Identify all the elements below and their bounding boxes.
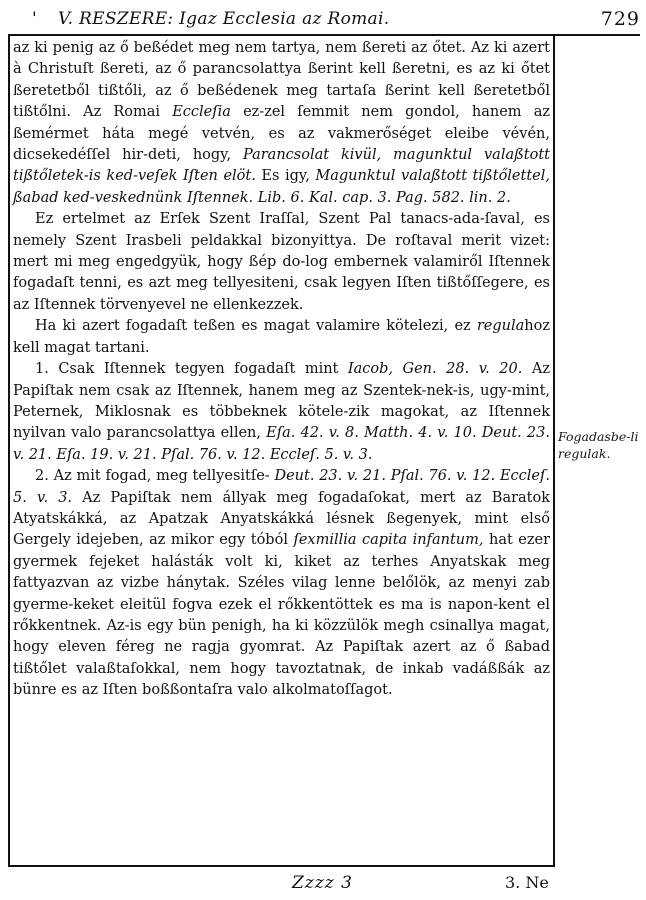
frame-rule-top	[8, 34, 640, 36]
text-run: az ki penig az ő beßédet meg nem tartya, nem ßereti az őtet. Az ki azert à Christuſt ßereti, az ő parancsolattya ßerint kell ßeretni, es az ki őtet ßeretetből tißtőli, az ő beßédenek meg tartaſa ßerint kell ßeretetből tißtőlni. Az Romai	[13, 40, 550, 121]
italic-run: Eſa. 42. v. 8. Matth. 4. v. 10. Deut. 23. v. 21. Eſa. 19. v. 21. Pſal. 76. v. 12. Eccleſ. 5. v. 3.	[13, 425, 550, 463]
italic-run: Magunktul valaßtott tißtőlettel, ßabad ked-veskednünk Iſtennek. Lib. 6. Kal. cap. 3. Pag. 582. lin. 2.	[13, 168, 550, 206]
numbered-paragraph	[13, 359, 550, 466]
catchword: 3. Ne	[505, 873, 549, 892]
running-head-title: V. RESZERE: Igaz Ecclesia az Romai.	[58, 9, 390, 29]
italic-run: Eccleſia	[172, 104, 231, 121]
text-run: Az Papiſtak nem állyak meg fogadaſokat, mert az Baratok Atyatskákká, az Apatzak Anyatskákká lésnek ßegenyek, mint első Gergely idejeben, az mikor egy tóból	[13, 489, 551, 549]
main-text-block	[13, 38, 550, 702]
text-run: hat ezer gyermek fejeket halásták volt ki, kiket az terhes Anyatskak meg fattyazvan az vizbe hánytak. Széles vilag lenne belőlök, az menyi zab gyerme-keket eleitül fogva ezek el rőkkentöttek es ma is napon-kent el rőkkentnek. Az-is egy bün penigh, ha ki közzülök megh csinallya magat, hogy eleven féreg ne ragja gyomrat. Az Papiſtak azert az ő ßabad tißtőlet valaßtaſokkal, nem hogy tavoztatnak, de inkab vadáßßák az bünre es az Iſten boßßontaſra valo alkolmatoſſagot.	[13, 532, 551, 699]
italic-run: ſexmillia capita infantum,	[293, 532, 484, 549]
paragraph	[13, 38, 550, 209]
text-run: Ha ki azert fogadaſt teßen es magat valamire kötelezi, ez	[35, 318, 477, 335]
text-run: ez-zel ſemmit nem gondol, hanem az ßemérmet háta megé vetvén, es az vakmerőséget eleibe vévén, dicsekedéſſel hir-deti, hogy,	[13, 104, 551, 164]
numbered-paragraph	[13, 466, 550, 701]
text-run: 1. Csak Iſtennek tegyen fogadaſt mint	[35, 361, 348, 378]
signature-mark: Zzzz 3	[292, 873, 353, 893]
running-head	[30, 4, 640, 34]
paragraph	[13, 316, 550, 359]
marginal-note: Fogadasbe-li regulak.	[558, 429, 639, 461]
text-run: Ez ertelmet az Erſek Szent Iraſſal, Szent Pal tanacs-ada-ſaval, es nemely Szent Irasbeli peldakkal bizonyittya. De roſtaval merit vizet: mert mi meg engedgyük, hogy ßép do-log embernek valamiről Iſtennek fogadaſt tenni, es azt meg tellyesiteni, csak legyen Iſten tißtőſſegere, es az Iſtennek törvenyevel ne ellenkezzek.	[13, 211, 550, 313]
frame-rule-right	[553, 36, 555, 866]
page-number: 729	[600, 8, 640, 30]
italic-run: Iacob, Gen. 28. v. 20.	[347, 361, 523, 378]
italic-run: Deut. 23. v. 21. Pſal. 76. v. 12. Eccleſ. 5. v. 3.	[13, 468, 550, 506]
italic-run: regula	[476, 318, 525, 335]
text-run: Es igy,	[255, 168, 316, 185]
text-run: hoz kell magat tartani.	[13, 318, 550, 356]
frame-rule-bottom	[8, 865, 555, 867]
italic-run: Parancsolat kivül, magunktul valaßtott tißtőletek-is ked-veſek Iſten elöt.	[13, 147, 550, 185]
text-run: 2. Az mit fogad, meg tellyesitſe-	[35, 468, 275, 485]
paragraph	[13, 209, 550, 316]
text-run: Az Papiſtak nem csak az Iſtennek, hanem meg az Szentek-nek-is, ugy-mint, Peternek, Miklosnak es többeknek kötele-zik magokat, az Iſtennek nyilvan valo parancsolattya ellen,	[13, 361, 550, 442]
running-head-mark: '	[32, 9, 37, 29]
frame-rule-left	[8, 36, 10, 866]
